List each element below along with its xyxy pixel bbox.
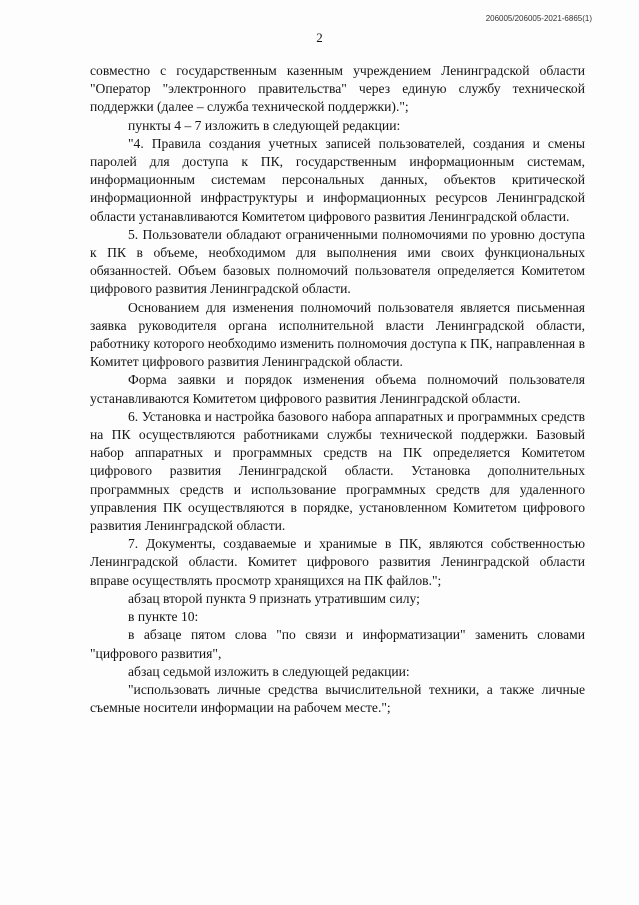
paragraph: 6. Установка и настройка базового набора аппаратных и программных средств на ПК осуществляются работниками службы технической поддержки. Базовый набор аппаратных и программных средств на ПК определяется Комитетом цифрового развития Ленинградской области. Установка дополнительных программных средств и использование программных средств для удаленного управления ПК осуществляются в порядке, установленном Комитетом цифрового развития Ленинградской области. [90,408,585,534]
paragraph: Форма заявки и порядок изменения объема полномочий пользователя устанавливаются Комитетом цифрового развития Ленинградской области. [90,372,585,406]
document-body [90,62,585,717]
paragraph: абзац седьмой изложить в следующей редакции: [128,663,410,679]
paragraph: Основанием для изменения полномочий пользователя является письменная заявка руководителя органа исполнительной власти Ленинградской области, работнику которого необходимо изменить полномочия доступа к ПК, направленная в Комитет цифрового развития Ленинградской области. [90,299,585,370]
paragraph: абзац второй пункта 9 признать утратившим силу; [128,590,420,606]
paragraph: 5. Пользователи обладают ограниченными полномочиями по уровню доступа к ПК в объеме, необходимом для выполнения ими своих функциональных обязанностей. Объем базовых полномочий пользователя определяется Комитетом цифрового развития Ленинградской области. [90,226,585,297]
paragraph-continuation: совместно с государственным казенным учреждением Ленинградской области "Оператор "электронного правительства" через единую службу технической поддержки (далее – служба технической поддержки)."; [90,63,585,115]
paragraph: в пункте 10: [128,609,199,625]
paragraph: пункты 4 – 7 изложить в следующей редакции: [128,117,401,133]
paragraph: в абзаце пятом слова "по связи и информатизации" заменить словами "цифрового развития", [90,627,585,661]
paragraph: 7. Документы, создаваемые и хранимые в ПК, являются собственностью Ленинградской области. Комитет цифрового развития Ленинградской области вправе осуществлять просмотр хранящихся на ПК файлов."; [90,536,585,588]
paragraph: "4. Правила создания учетных записей пользователей, создания и смены паролей для доступа к ПК, государственным информационным системам, информационным системам персональных данных, объектов критической информационной инфраструктуры и информационных ресурсов Ленинградской области устанавливаются Комитетом цифрового развития Ленинградской области. [90,135,585,224]
paragraph: "использовать личные средства вычислительной техники, а также личные съемные носители информации на рабочем месте."; [90,681,585,716]
document-id: 206005/206005-2021-6865(1) [485,14,592,23]
page-number: 2 [316,30,323,45]
